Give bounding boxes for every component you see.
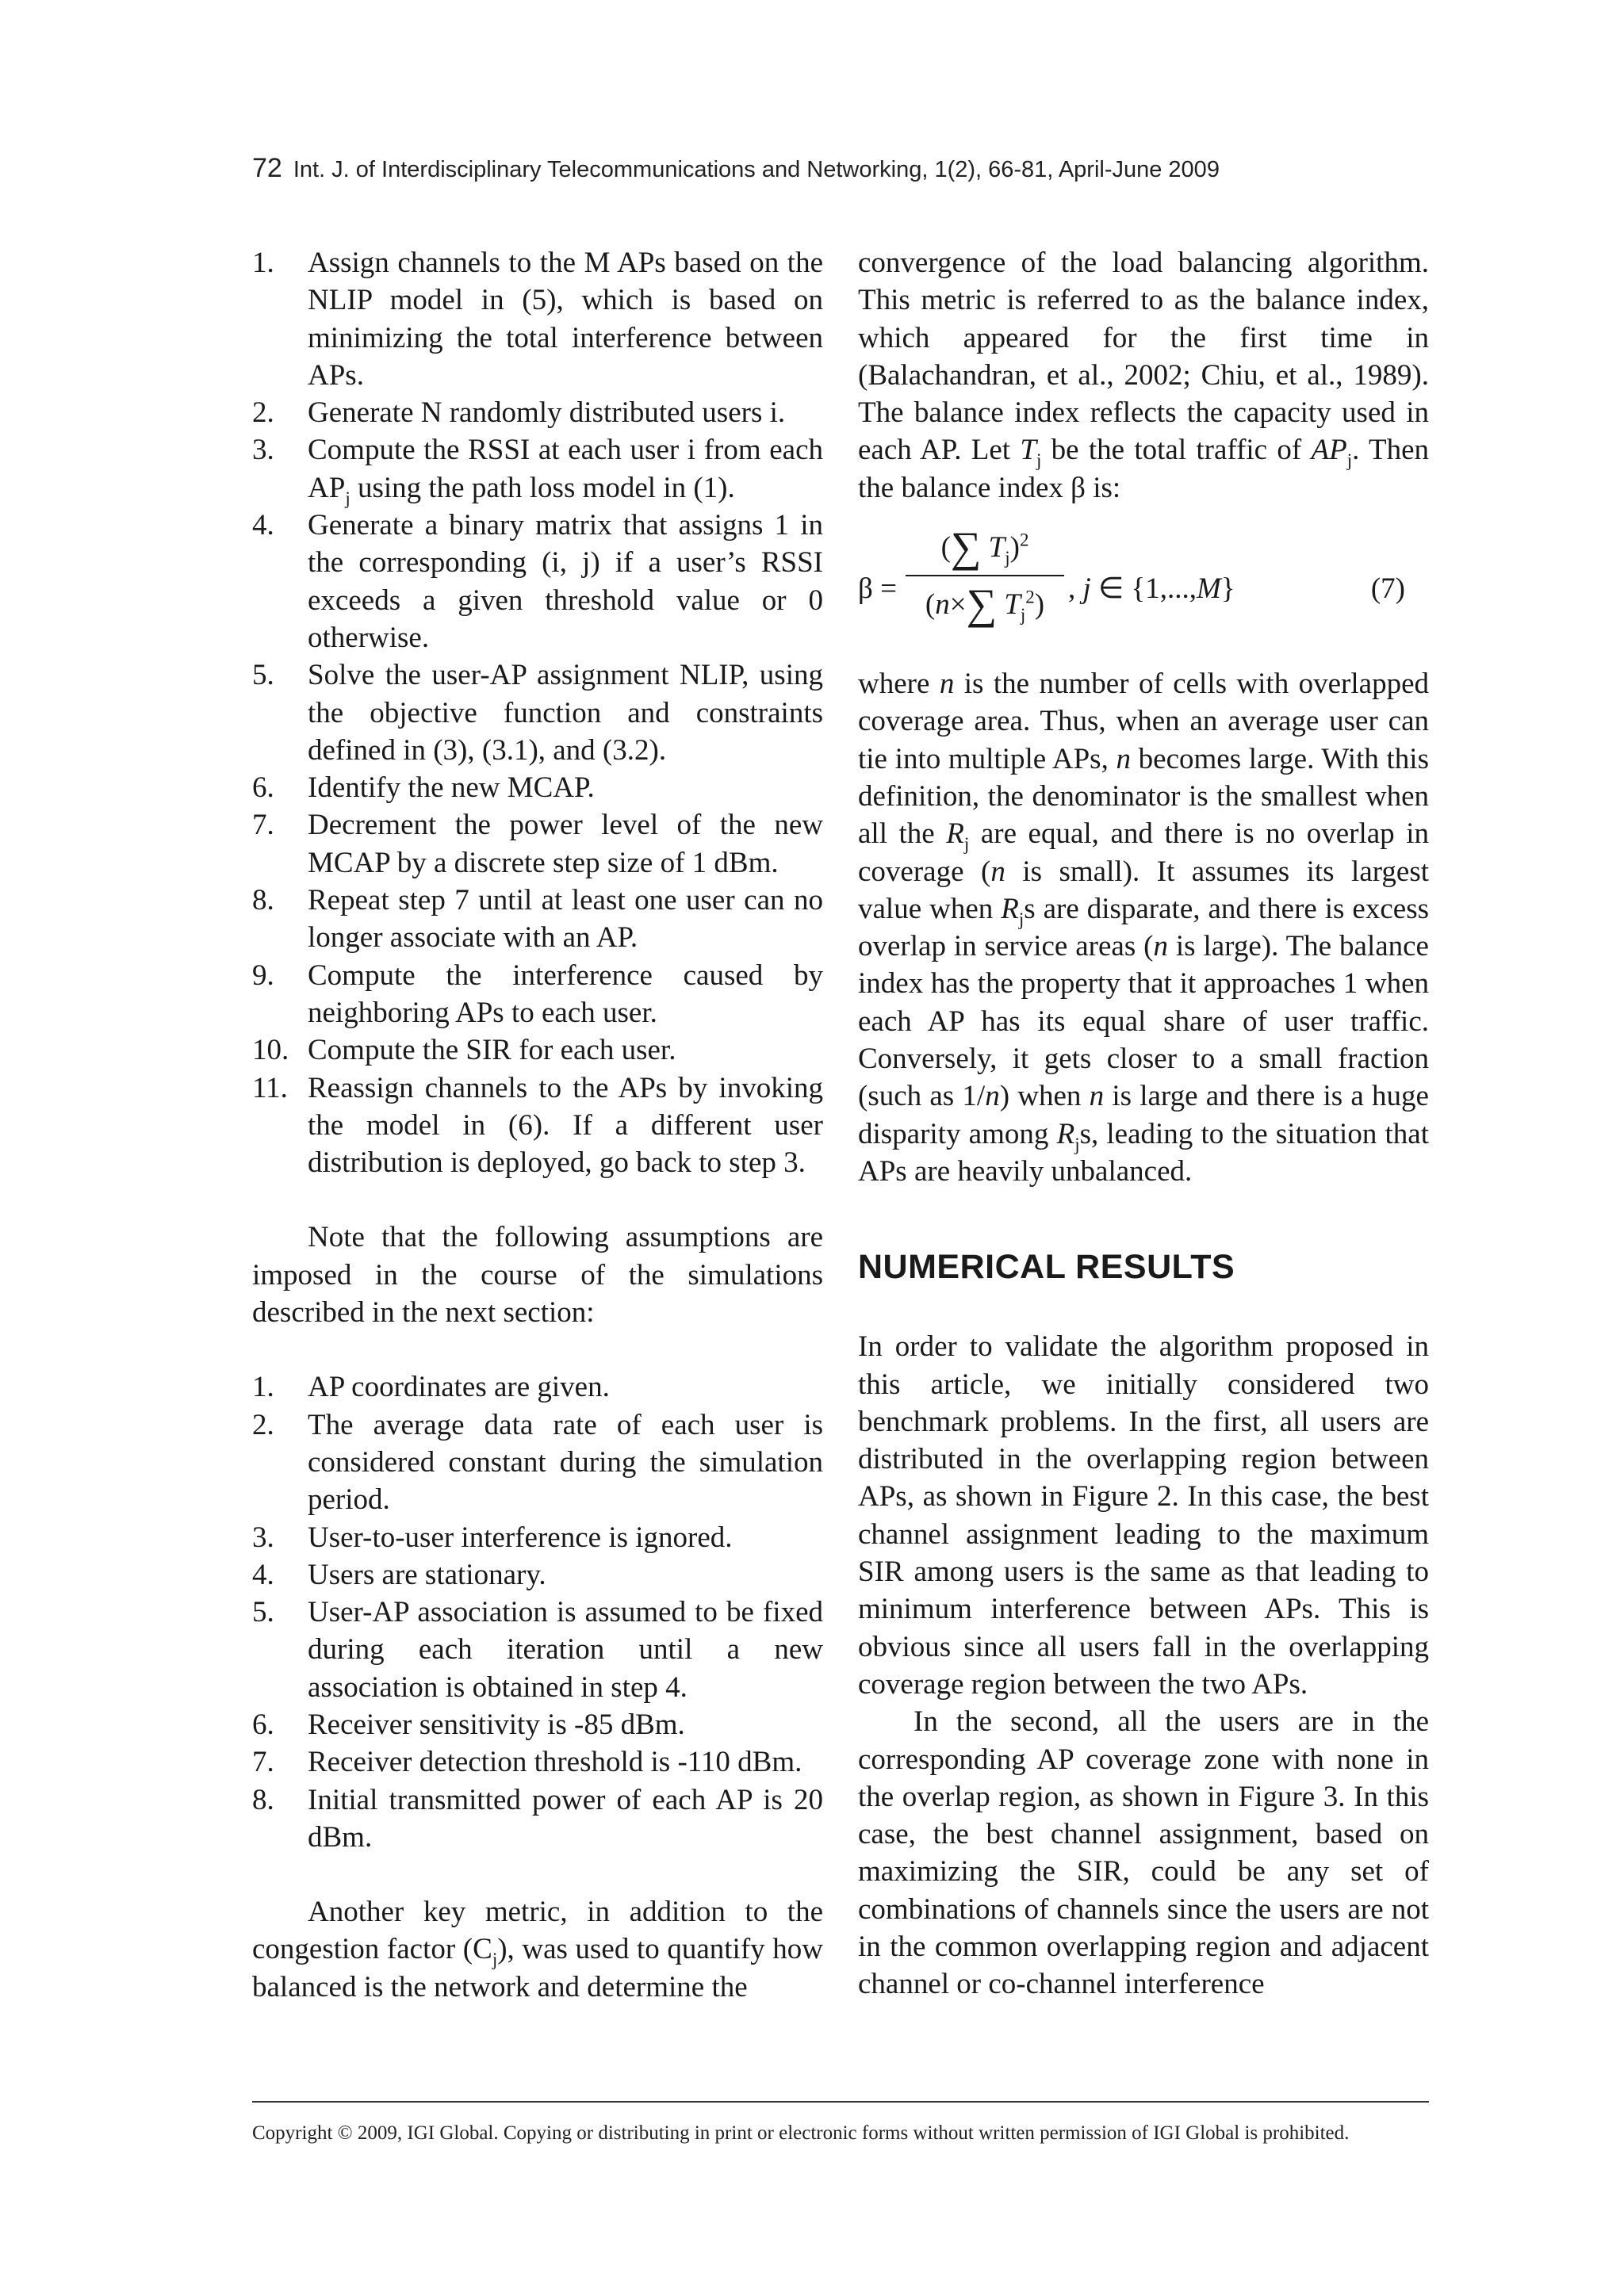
list-item xyxy=(252,806,823,882)
list-item-text: Reassign channels to the APs by invoking the model in (6). If a different user distribution is deployed, go back to step 3. xyxy=(308,1071,823,1180)
list-item xyxy=(252,1556,823,1594)
math-var: n xyxy=(1153,930,1168,963)
list-item-text: using the path loss model in (1). xyxy=(350,471,735,504)
list-item-text: Generate N randomly distributed users i. xyxy=(308,396,786,430)
equation-fraction xyxy=(906,524,1064,627)
subscript: j xyxy=(1020,605,1026,626)
section-heading: NUMERICAL RESULTS xyxy=(858,1248,1235,1287)
list-number: 8. xyxy=(252,1783,274,1816)
list-number: 2. xyxy=(252,396,274,430)
paren: ) xyxy=(1009,531,1020,564)
equation-denominator xyxy=(906,581,1064,627)
paragraph-text: where xyxy=(858,668,940,701)
paragraph-text: . Then the balance index β is: xyxy=(858,434,1429,504)
math-var: T xyxy=(1020,434,1036,467)
paragraph-text: ) when xyxy=(999,1080,1090,1113)
list-item-text: Receiver sensitivity is -85 dBm. xyxy=(308,1708,685,1741)
equation-lhs: β = xyxy=(858,572,897,606)
list-number: 5. xyxy=(252,1596,274,1629)
math-var: n xyxy=(1116,742,1131,775)
math-var: n xyxy=(985,1080,1000,1113)
list-item xyxy=(252,1743,823,1781)
math-var: R xyxy=(1056,1117,1075,1150)
set-text: ∈ {1,..., xyxy=(1090,572,1197,606)
assumptions-list xyxy=(252,1368,823,1856)
running-header xyxy=(252,153,1220,184)
paragraph-text: are equal, and there is no overlap in coverage ( xyxy=(858,817,1429,888)
list-number: 6. xyxy=(252,1708,274,1741)
list-item-text: Compute the RSSI at each user i from each AP xyxy=(308,434,823,504)
paragraph-text: is small). It assumes its largest value when xyxy=(858,855,1429,925)
list-item-text: User-to-user interference is ignored. xyxy=(308,1521,733,1554)
list-number: 1. xyxy=(252,1371,274,1404)
math-var: n xyxy=(990,855,1005,888)
list-item-text: Receiver detection threshold is -110 dBm. xyxy=(308,1746,802,1779)
math-var: n xyxy=(1089,1080,1105,1113)
list-item-text: Assign channels to the M APs based on the NLIP model in (5), which is based on minimizing the total interference between APs. xyxy=(308,247,823,392)
subscript: j xyxy=(1074,1134,1080,1154)
list-item xyxy=(252,244,823,394)
where-paragraph xyxy=(858,665,1429,1190)
list-item xyxy=(252,1519,823,1556)
list-number: 4. xyxy=(252,1558,274,1591)
list-item xyxy=(252,1070,823,1182)
left-column xyxy=(252,244,823,2006)
footer-rule xyxy=(252,2101,1429,2103)
list-item-text: Decrement the power level of the new MCAP by a discrete step size of 1 dBm. xyxy=(308,809,823,879)
list-item-text: Users are stationary. xyxy=(308,1558,546,1591)
paragraph-text: Another key metric, in addition to the congestion factor (C xyxy=(252,1896,823,1966)
list-item xyxy=(252,1781,823,1857)
journal-citation: Int. J. of Interdisciplinary Telecommunications and Networking, 1(2), 66-81, April-June 2009 xyxy=(293,157,1220,182)
list-number: 11. xyxy=(252,1071,288,1104)
list-item-text: User-AP association is assumed to be fixed during each iteration until a new association is obtained in step 4. xyxy=(308,1596,823,1704)
math-var: T xyxy=(1004,588,1021,622)
subscript: j xyxy=(492,1950,498,1970)
subscript: j xyxy=(1005,548,1010,568)
subscript: j xyxy=(345,488,350,508)
list-number: 2. xyxy=(252,1408,274,1441)
superscript: 2 xyxy=(1019,530,1029,550)
list-item xyxy=(252,1031,823,1069)
list-number: 10. xyxy=(252,1034,289,1067)
subscript: j xyxy=(1018,909,1025,930)
results-paragraph-1: In order to validate the algorithm proposed in this article, we initially considered two benchmark problems. In the first, all users are distributed in the overlapping region between APs, as shown in Figure 2. In this case, the best channel assignment leading to the maximum SIR among users is the same as that leading to minimum interference between APs. This is obvious since all users fall in the overlapping coverage region between the two APs. xyxy=(858,1330,1429,1701)
note-paragraph: Note that the following assumptions are imposed in the course of the simulations described in the next section: xyxy=(252,1221,823,1330)
paragraph-text: becomes large. With this definition, the denominator is the smallest when all the xyxy=(858,742,1429,851)
equation-numerator xyxy=(906,524,1064,570)
math-var: n xyxy=(935,588,950,622)
list-item-text: Identify the new MCAP. xyxy=(308,771,595,805)
equation-domain xyxy=(1068,570,1235,607)
paragraph-text: ), was used to quantify how balanced is the network and determine the xyxy=(252,1933,823,2003)
list-item-text: The average data rate of each user is considered constant during the simulation period. xyxy=(308,1408,823,1517)
paragraph-text: s, leading to the situation that APs are heavily unbalanced. xyxy=(858,1117,1429,1188)
math-var: AP xyxy=(1311,434,1347,467)
list-number: 8. xyxy=(252,884,274,917)
math-var: R xyxy=(946,817,964,851)
list-item-text: Compute the interference caused by neighboring APs to each user. xyxy=(308,959,823,1029)
list-number: 6. xyxy=(252,771,274,805)
paragraph-text: be the total traffic of xyxy=(1041,434,1312,467)
results-paragraph-2: In the second, all the users are in the corresponding AP coverage zone with none in the overlap region, as shown in Figure 3. In this case, the best channel assignment, based on maximizing the SIR, could be any set of combinations of channels since the users are not in the common overlapping region and adjacent channel or co-channel interference xyxy=(858,1705,1429,2001)
list-item-text: Solve the user-AP assignment NLIP, using the objective function and constraints defined in (3), (3.1), and (3.2). xyxy=(308,659,823,767)
subscript: j xyxy=(1346,450,1353,471)
paragraph-text: is the number of cells with overlapped coverage area. Thus, when an average user can tie into multiple APs, xyxy=(858,668,1429,775)
math-var: R xyxy=(1001,892,1019,925)
list-item-text: Compute the SIR for each user. xyxy=(308,1034,676,1067)
paragraph-text: s are disparate, and there is excess overlap in service areas ( xyxy=(858,892,1429,963)
list-item-text: Repeat step 7 until at least one user can no longer associate with an AP. xyxy=(308,884,823,955)
list-item xyxy=(252,394,823,431)
paren: ( xyxy=(925,588,936,622)
paragraph-text: is large). The balance index has the property that it approaches 1 when each AP has its equal share of user traffic. Conversely, it gets closer to a small fraction (such as 1/ xyxy=(858,930,1429,1113)
paragraph-text: convergence of the load balancing algorithm. This metric is referred to as the balance index, which appeared for the first time in (Balachandran, et al., 2002; Chiu, et al., 1989). The balance index reflects the capacity used in each AP. Let xyxy=(858,247,1429,467)
balance-index-intro xyxy=(858,244,1429,507)
equation-7 xyxy=(858,515,1429,665)
paren: ) xyxy=(1034,588,1045,622)
math-var: M xyxy=(1197,572,1221,606)
math-var: n xyxy=(939,668,955,701)
list-item xyxy=(252,431,823,507)
list-item xyxy=(252,882,823,957)
sigma-symbol: ∑ xyxy=(950,523,982,572)
math-var: T xyxy=(988,531,1005,564)
paragraph-text: is large and there is a huge disparity among xyxy=(858,1080,1429,1150)
list-item xyxy=(252,656,823,769)
list-item xyxy=(252,769,823,806)
list-item-text: Generate a binary matrix that assigns 1 in the corresponding (i, j) if a user’s RSSI exceeds a given threshold value or 0 otherwise. xyxy=(308,509,823,654)
list-number: 7. xyxy=(252,1746,274,1779)
list-number: 7. xyxy=(252,809,274,842)
right-column xyxy=(858,244,1429,2003)
list-item xyxy=(252,1706,823,1743)
list-item xyxy=(252,1594,823,1706)
list-item xyxy=(252,507,823,656)
subscript: j xyxy=(1036,450,1042,471)
copyright-notice: Copyright © 2009, IGI Global. Copying or distributing in print or electronic forms without written permission of IGI Global is prohibited. xyxy=(252,2122,1350,2144)
list-number: 5. xyxy=(252,659,274,692)
list-item xyxy=(252,1406,823,1519)
metric-paragraph xyxy=(252,1893,823,2006)
comma: , xyxy=(1068,572,1076,606)
paren: ( xyxy=(940,531,951,564)
list-number: 3. xyxy=(252,1521,274,1554)
times-symbol: × xyxy=(949,588,967,622)
equation-number: (7) xyxy=(1370,572,1405,606)
page-number: 72 xyxy=(252,153,282,183)
list-number: 4. xyxy=(252,509,274,542)
list-item xyxy=(252,1368,823,1406)
list-item-text: Initial transmitted power of each AP is 20 dBm. xyxy=(308,1783,823,1854)
algorithm-steps-list xyxy=(252,244,823,1181)
fraction-bar xyxy=(906,575,1064,576)
math-var: j xyxy=(1082,572,1091,606)
superscript: 2 xyxy=(1025,587,1035,607)
brace: } xyxy=(1220,572,1235,606)
list-number: 3. xyxy=(252,434,274,467)
subscript: j xyxy=(963,834,970,855)
sigma-symbol: ∑ xyxy=(966,580,998,629)
list-item-text: AP coordinates are given. xyxy=(308,1371,610,1404)
list-item xyxy=(252,957,823,1032)
list-number: 1. xyxy=(252,247,274,279)
list-number: 9. xyxy=(252,959,274,992)
